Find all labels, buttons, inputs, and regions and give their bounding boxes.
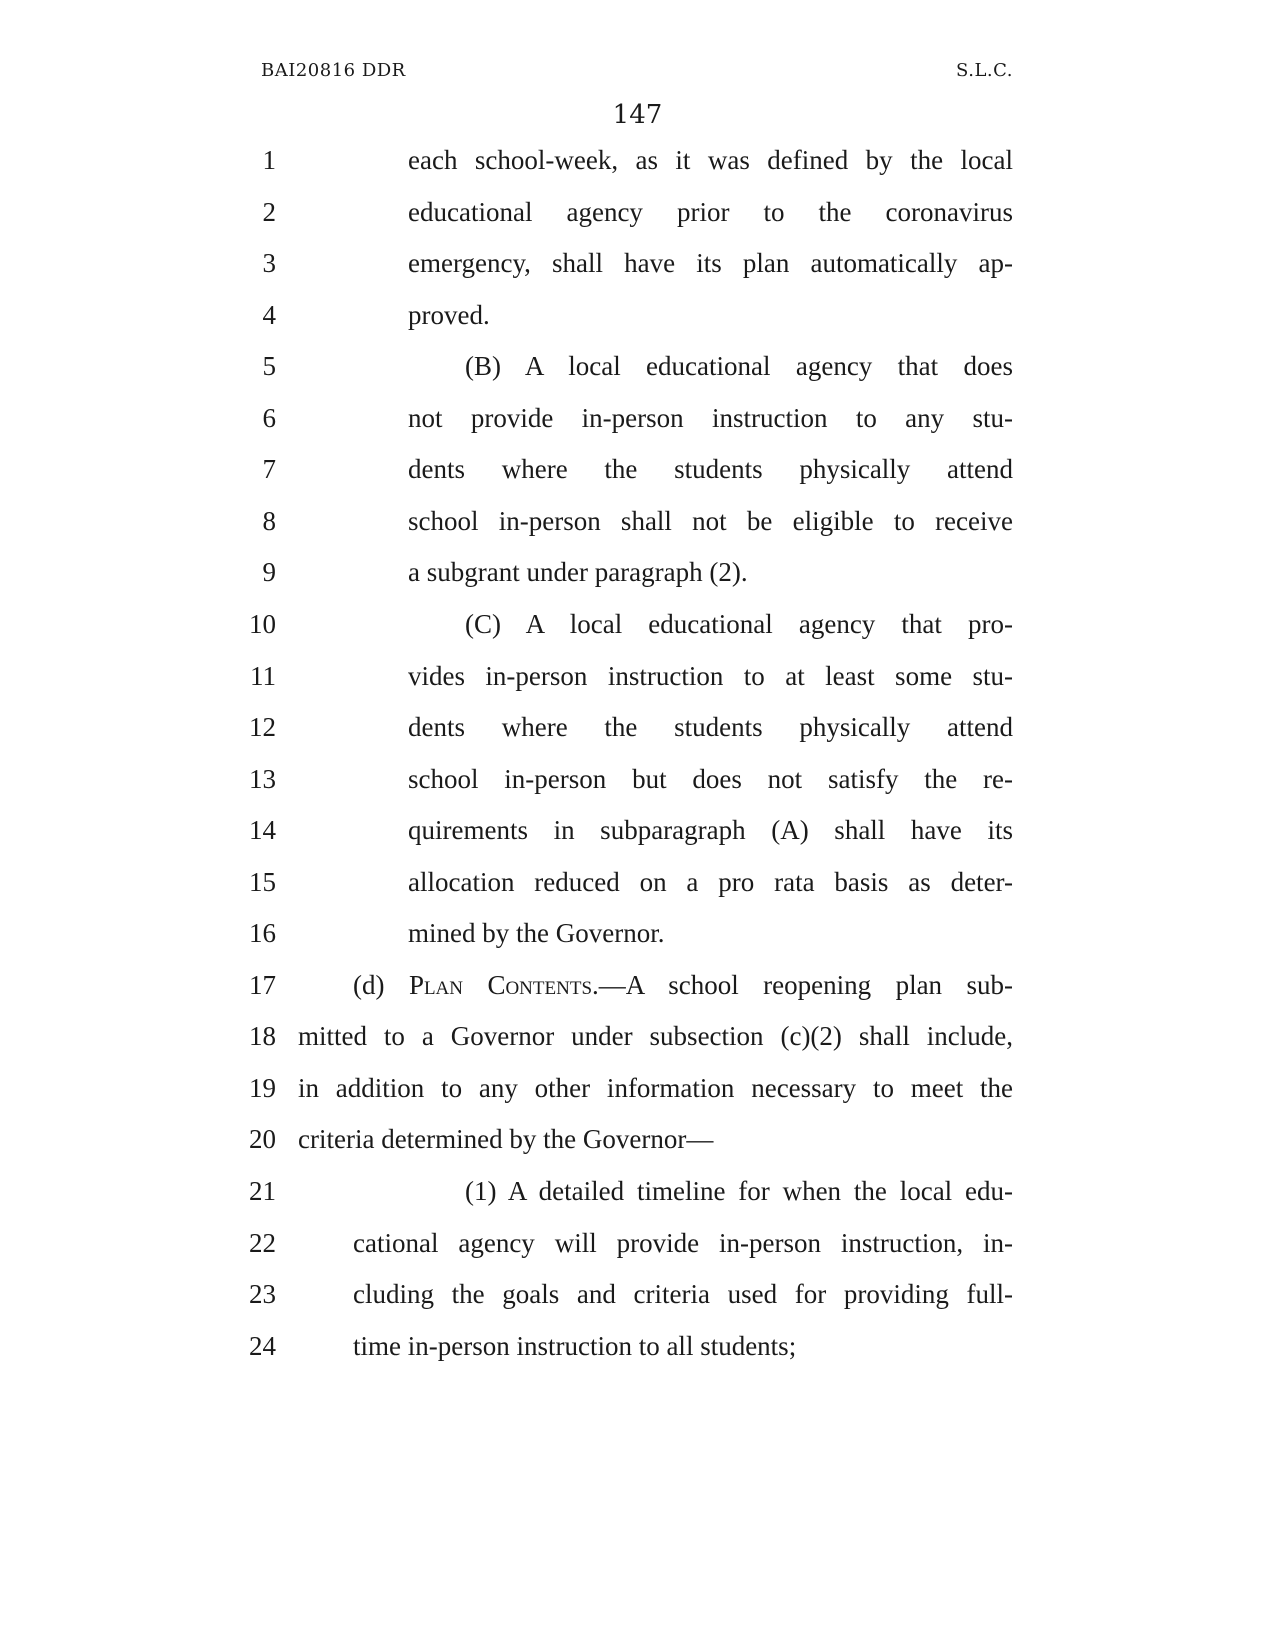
document-line <box>0 552 1275 592</box>
line-text: allocation reduced on a pro rata basis as deter- <box>408 866 1013 897</box>
line-text: dents where the students physically attend <box>408 454 1013 485</box>
document-line <box>0 862 1275 902</box>
line-number: 4 <box>262 299 276 330</box>
document-line <box>0 1274 1275 1314</box>
document-line <box>0 913 1275 953</box>
line-text: educational agency prior to the coronavirus <box>408 196 1013 227</box>
section-heading: Plan Contents <box>408 969 593 1000</box>
line-number: 21 <box>249 1176 276 1206</box>
line-text: school in-person but does not satisfy the re- <box>408 763 1013 794</box>
line-text: (C) A local educational agency that pro- <box>465 608 1013 639</box>
line-number: 17 <box>249 969 276 1000</box>
document-line <box>0 295 1275 335</box>
line-text: quirements in subparagraph (A) shall have its <box>408 815 1013 846</box>
line-number: 8 <box>262 505 276 536</box>
line-text: mitted to a Governor under subsection (c)(2) shall include, <box>298 1021 1013 1052</box>
document-line <box>0 398 1275 438</box>
line-number: 12 <box>249 712 276 743</box>
line-text: cational agency will provide in-person instruction, in- <box>353 1227 1013 1258</box>
line-text: cluding the goals and criteria used for providing full- <box>353 1279 1013 1310</box>
document-line <box>0 965 1275 1005</box>
document-line <box>0 759 1275 799</box>
line-text: vides in-person instruction to at least some stu- <box>408 660 1013 691</box>
document-line <box>0 243 1275 283</box>
line-number: 2 <box>262 196 276 227</box>
line-text: each school-week, as it was defined by the local <box>408 145 1013 175</box>
document-line <box>0 604 1275 644</box>
document-line <box>0 192 1275 232</box>
line-number: 15 <box>249 866 276 897</box>
document-code: S.L.C. <box>956 60 1013 81</box>
line-number: 7 <box>262 454 276 485</box>
document-line <box>0 1068 1275 1108</box>
page-number: 147 <box>612 100 663 130</box>
document-line <box>0 810 1275 850</box>
section-text: .—A school reopening plan sub- <box>592 969 1013 1000</box>
document-line <box>0 656 1275 696</box>
line-number: 20 <box>249 1124 276 1155</box>
line-number: 6 <box>262 402 276 433</box>
line-text: proved. <box>408 299 490 330</box>
section-marker: (d) <box>353 969 409 1000</box>
document-line <box>0 449 1275 489</box>
line-text: school in-person shall not be eligible to receive <box>408 505 1013 536</box>
line-number: 18 <box>249 1021 276 1052</box>
line-text: (1) A detailed timeline for when the local edu- <box>465 1176 1013 1206</box>
line-number: 22 <box>249 1227 276 1258</box>
line-number: 3 <box>262 248 276 279</box>
line-number: 5 <box>262 351 276 382</box>
document-line <box>0 707 1275 747</box>
document-line <box>0 1223 1275 1263</box>
line-number: 24 <box>249 1330 276 1361</box>
line-text: not provide in-person instruction to any stu- <box>408 402 1013 433</box>
line-text: criteria determined by the Governor— <box>298 1124 714 1155</box>
line-number: 9 <box>262 557 276 588</box>
document-line <box>0 1326 1275 1366</box>
line-number: 11 <box>250 660 276 691</box>
line-number: 13 <box>249 763 276 794</box>
line-number: 1 <box>262 145 276 175</box>
line-text: (B) A local educational agency that does <box>465 351 1013 382</box>
document-line <box>0 1016 1275 1056</box>
line-number: 19 <box>249 1072 276 1103</box>
line-text: dents where the students physically attend <box>408 712 1013 743</box>
document-id: BAI20816 DDR <box>261 60 406 81</box>
document-line <box>0 346 1275 386</box>
line-text: a subgrant under paragraph (2). <box>408 557 748 588</box>
line-text: mined by the Governor. <box>408 918 665 949</box>
line-number: 14 <box>249 815 276 846</box>
line-text: time in-person instruction to all students; <box>353 1330 797 1361</box>
line-text: in addition to any other information necessary to meet the <box>298 1072 1013 1103</box>
line-number: 10 <box>249 608 276 639</box>
document-line <box>0 1171 1275 1211</box>
document-line <box>0 140 1275 180</box>
line-text <box>353 965 1013 1005</box>
line-text: emergency, shall have its plan automatically ap- <box>408 248 1013 279</box>
line-number: 16 <box>249 918 276 949</box>
document-line <box>0 501 1275 541</box>
document-line <box>0 1119 1275 1159</box>
line-number: 23 <box>249 1279 276 1310</box>
